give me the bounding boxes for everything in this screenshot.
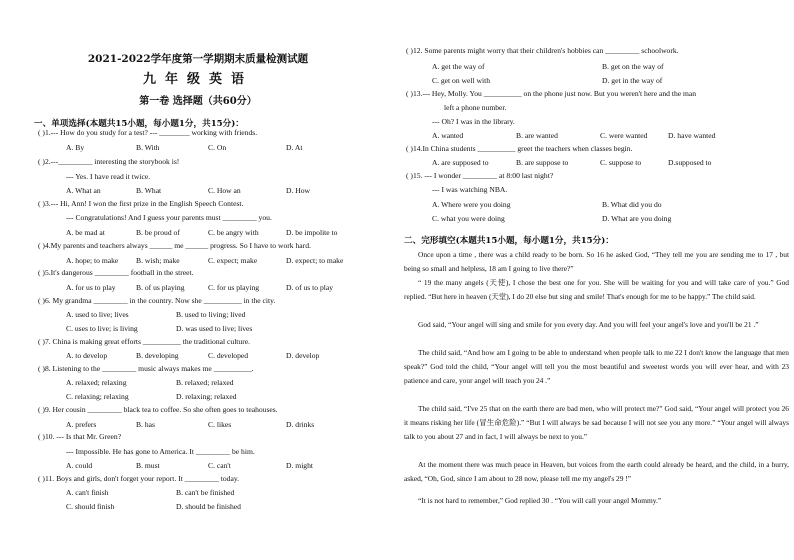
question-1-option: B. With (136, 143, 160, 152)
cloze-paragraph: “It is not hard to remember,” God replied 30 . “You will call your angel Mommy.” (418, 496, 662, 505)
question-4-option: B. wish; make (136, 256, 180, 265)
question-8-option: C. relaxing; relaxing (66, 392, 129, 401)
question-4-option: D. expect; to make (286, 256, 344, 265)
question-3-option: D. be impolite to (286, 228, 338, 237)
question-12-option: A. get the way of (432, 62, 485, 71)
question-6-option: A. used to live; lives (66, 310, 129, 319)
question-14-option: B. are suppose to (516, 158, 569, 167)
question-5-option: A. for us to play (66, 283, 116, 292)
question-9-option: A. prefers (66, 420, 97, 429)
question-15-option: B. What did you do (602, 200, 662, 209)
cloze-paragraph: Once upon a time , there was a child ready to be born. So 16 he asked God, “They tell me you are sending me to 17 , but being so small and helpless, 18 am I going to live there?” (404, 250, 789, 273)
question-15-option: D. What are you doing (602, 214, 672, 223)
question-7-stem: ( )7. China is making great efforts __________ the traditional culture. (38, 337, 251, 346)
question-14-option: A. are supposed to (432, 158, 489, 167)
question-11-option: D. should be finished (176, 502, 241, 511)
question-13-stem: ( )13.--- Hey, Molly. You __________ on the phone just now. But you weren't here and the man (406, 89, 697, 98)
question-4-stem: ( )4.My parents and teachers always ______ me ______ progress. So I have to work hard. (38, 241, 311, 250)
question-9-stem: ( )9. Her cousin _________ black tea to coffee. So she often goes to teahouses. (38, 405, 278, 414)
question-3-option: C. be angry with (208, 228, 259, 237)
question-8-option: B. relaxed; relaxed (176, 378, 234, 387)
question-3-option: B. be proud of (136, 228, 180, 237)
question-8-stem: ( )8. Listening to the _________ music always makes me __________. (38, 364, 254, 373)
cloze-paragraph: God said, “Your angel will sing and smile for you every day. And you will feel your angel's love and you'll be 21 .” (418, 320, 759, 329)
question-9-option: B. has (136, 420, 155, 429)
question-15-option: C. what you were doing (432, 214, 505, 223)
question-15-stem: ( )15. --- I wonder _________ at 8:00 last night? (406, 171, 554, 180)
question-7-option: A. to develop (66, 351, 108, 360)
question-11-option: C. should finish (66, 502, 115, 511)
cloze-paragraph: “ 19 the many angels (天使), I chose the best one for you. She will be waiting for you and will take care of you.” God replied. “But here in heaven (天堂), I do 20 else but sing and smile! That's enough for me to be happy.” The child said. (404, 278, 789, 301)
question-1-option: A. By (66, 143, 85, 152)
question-2-option: A. What an (66, 186, 101, 195)
question-2-option: B. What (136, 186, 162, 195)
left-page (8, 0, 398, 560)
question-14-option: C. suppose to (600, 158, 642, 167)
question-12-option: B. get on the way of (602, 62, 664, 71)
question-9-option: D. drinks (286, 420, 315, 429)
question-2-option: C. How an (208, 186, 241, 195)
question-8-option: D. relaxing; relaxed (176, 392, 237, 401)
question-7-option: D. develop (286, 351, 320, 360)
question-10-option: B. must (136, 461, 160, 470)
question-8-option: A. relaxed; relaxing (66, 378, 127, 387)
subject-title: 九年级英语 (142, 72, 253, 87)
question-10-option: A. could (66, 461, 93, 470)
question-6-option: B. used to living; lived (176, 310, 246, 319)
question-15-option: A. Where were you doing (432, 200, 511, 209)
right-page (402, 0, 792, 560)
question-6-stem: ( )6. My grandma _________ in the country. Now she __________ in the city. (38, 296, 276, 305)
question-10-stem: ( )10. --- Is that Mr. Green? (38, 432, 122, 441)
question-13-option: D. have wanted (668, 131, 716, 140)
question-11-option: B. can't be finished (176, 488, 235, 497)
cloze-paragraph: At the moment there was much peace in Heaven, but voices from the earth could already be heard, and the child, in a hurry, asked, “Oh, God, since I am about to 28 now, please tell me my angel's 29 !” (404, 460, 789, 483)
question-3-stem: ( )3.--- Hi, Ann! I won the first prize in the English Speech Contest. (38, 199, 244, 208)
cloze-paragraph: The child said, “And how am I going to be able to understand when people talk to me 22 I don't know the language that men speak?” God told the child, “Your angel will tell you the most beautiful and sweetest words you will ever hear, and with 23 patience and care, your angel will teach you 24 .” (404, 348, 789, 385)
question-1-stem: ( )1.--- How do you study for a test? --- ________ working with friends. (38, 128, 258, 137)
question-14-option: D.supposed to (668, 158, 712, 167)
question-2-option: D. How (286, 186, 311, 195)
question-12-stem: ( )12. Some parents might worry that their children's hobbies can _________ schoolwork. (406, 46, 679, 55)
question-12-option: C. get on well with (432, 76, 491, 85)
question-1-option: C. On (208, 143, 227, 152)
question-2-stem: ( )2.---_________ interesting the storybook is! (38, 157, 180, 166)
cloze-paragraph: The child said, “I've 25 that on the earth there are bad men, who will protect me?” God said, “Your angel will protect you 26 it means risking her life (冒生命危险).” “But I will always be sad because I will not see you any more.” “Your angel will always talk to you about 27 and in fact, I will always be next to you.” (404, 404, 789, 441)
question-11-option: A. can't finish (66, 488, 109, 497)
question-4-option: A. hope; to make (66, 256, 119, 265)
question-13-dialogue: left a phone number. (444, 103, 507, 112)
part-title: 第一卷 选择题（共60分） (139, 96, 257, 107)
question-13-option: C. were wanted (600, 131, 648, 140)
section-1-title: 一、单项选择(本题共15小题，每小题1分，共15分)： (34, 119, 244, 129)
question-7-option: B. developing (136, 351, 179, 360)
question-9-option: C. likes (208, 420, 232, 429)
question-6-option: D. was used to live; lives (176, 324, 253, 333)
question-13-option: B. are wanted (516, 131, 558, 140)
question-13-option: A. wanted (432, 131, 464, 140)
question-7-option: C. developed (208, 351, 249, 360)
question-5-option: C. for us playing (208, 283, 260, 292)
question-14-stem: ( )14.In China students __________ greet the teachers when classes begin. (406, 144, 633, 153)
question-1-option: D. At (286, 143, 303, 152)
section-2-title: 二、完形填空(本题共15小题，每小题1分，共15分)： (404, 236, 614, 246)
question-6-option: C. uses to live; is living (66, 324, 138, 333)
question-10-option: D. might (286, 461, 314, 470)
question-4-option: C. expect; make (208, 256, 258, 265)
question-3-dialogue: --- Congratulations! And I guess your parents must _________ you. (66, 213, 272, 222)
exam-title: 2021-2022学年度第一学期期末质量检测试题 (87, 53, 309, 65)
question-11-stem: ( )11. Boys and girls, don't forget your report. It _________ today. (38, 474, 240, 483)
question-3-option: A. be mad at (66, 228, 105, 237)
question-13-reply: --- Oh? I was in the library. (432, 117, 515, 126)
question-12-option: D. get in the way of (602, 76, 663, 85)
question-10-option: C. can't (208, 461, 231, 470)
question-15-dialogue: --- I was watching NBA. (432, 185, 508, 194)
question-5-option: B. of us playing (136, 283, 185, 292)
question-5-stem: ( )5.It's dangerous _________ football in the street. (38, 268, 194, 277)
question-5-option: D. of us to play (286, 283, 334, 292)
question-2-dialogue: --- Yes. I have read it twice. (66, 172, 151, 181)
question-10-dialogue: --- Impossible. He has gone to America. It _________ be him. (66, 447, 255, 456)
